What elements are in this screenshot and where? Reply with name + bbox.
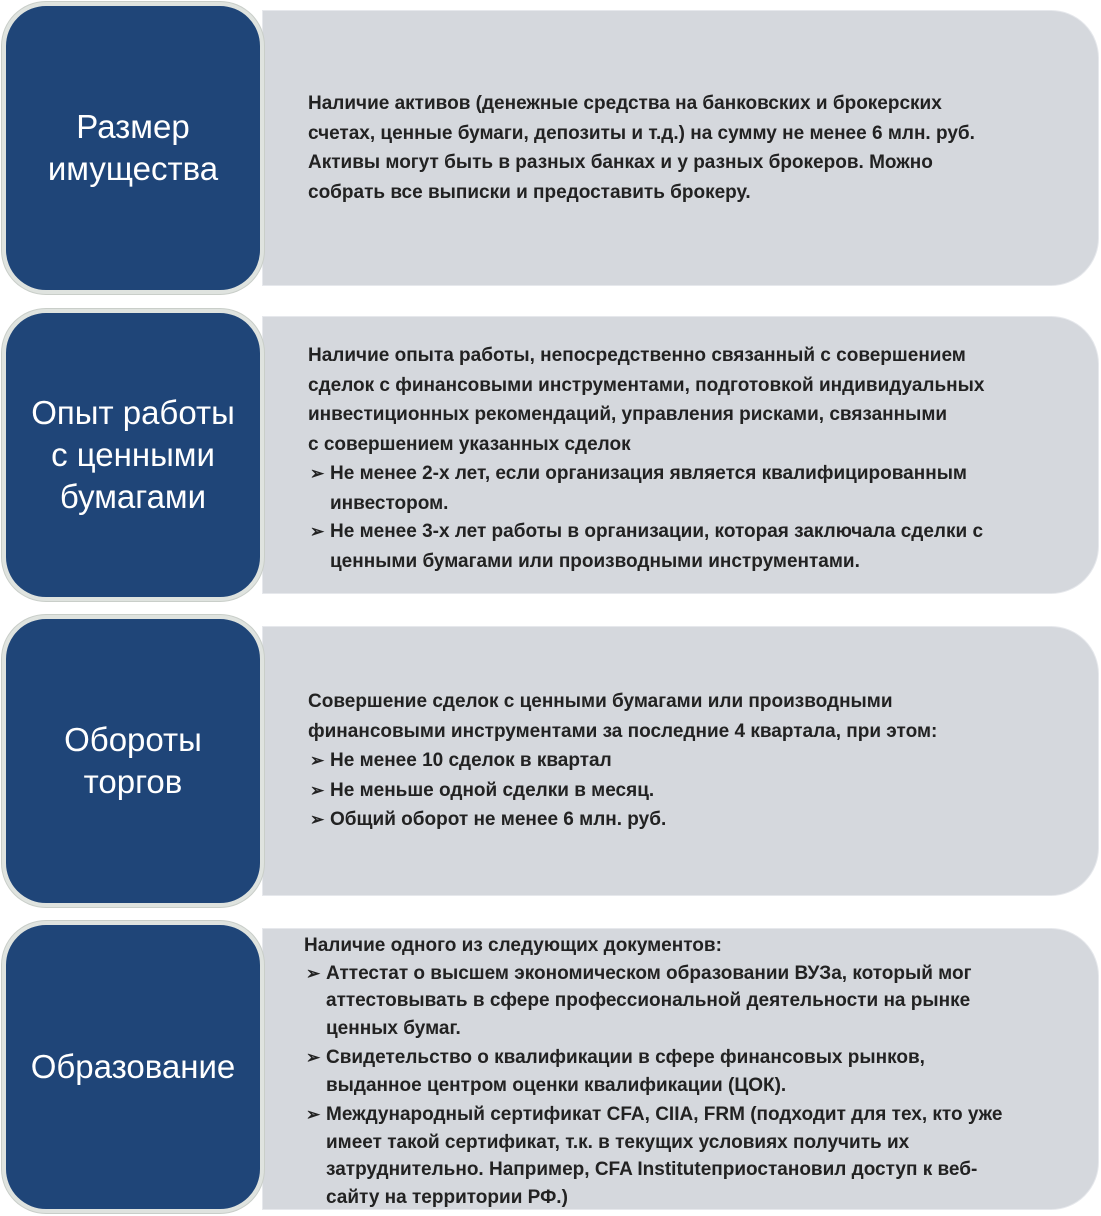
bullet-item: [306, 1044, 1074, 1099]
bullet-text: Не менее 10 сделок в квартал: [330, 750, 612, 771]
label-box-education: [2, 921, 264, 1213]
text-block-education: [304, 932, 1074, 1211]
label-property: Размер имущества: [47, 108, 219, 187]
bullet-text: Не менее 2-х лет, если организация является квалифицированным инвестором.: [330, 463, 967, 514]
arrow-bullet-icon: ➢: [310, 751, 325, 770]
arrow-bullet-icon: ➢: [310, 810, 325, 829]
label-box-turnover: [2, 615, 264, 907]
bullet-item: [310, 459, 1078, 518]
bullet-text: Аттестат о высшем экономическом образовании ВУЗа, который мог аттестовывать в сфере профессиональной деятельности на рынке ценных бумаг.: [326, 962, 972, 1039]
bullet-text: Международный сертификат CFA, CIIA, FRM (подходит для тех, кто уже имеет такой сертификат, т.к. в текущих условиях получить их затруднительно. Например, CFA Instituteприостановил доступ к веб- сайту на территории РФ.): [326, 1104, 1003, 1208]
text-block-property: [308, 89, 1078, 207]
bullet-item: [306, 1101, 1074, 1211]
text-block-experience: [308, 341, 1078, 576]
arrow-bullet-icon: ➢: [310, 464, 325, 483]
text-block-turnover: [308, 687, 1078, 835]
label-education: Образование: [30, 1048, 236, 1085]
bullet-item: [310, 776, 1078, 806]
bullet-item: [310, 805, 1078, 835]
arrow-bullet-icon: ➢: [310, 522, 325, 541]
arrow-bullet-icon: ➢: [306, 1105, 321, 1124]
bullet-text: Свидетельство о квалификации в сфере финансовых рынков, выданное центром оценки квалификации (ЦОК).: [326, 1047, 925, 1096]
bullet-text: Общий оборот не менее 6 млн. руб.: [330, 809, 667, 830]
arrow-bullet-icon: ➢: [310, 780, 325, 800]
label-box-property: [2, 2, 264, 294]
bullet-item: [310, 517, 1078, 576]
arrow-bullet-icon: ➢: [306, 1048, 321, 1067]
bullet-text: Не менее 3-х лет работы в организации, которая заключала сделки с ценными бумагами или производными инструментами.: [330, 521, 984, 572]
paragraph-turnover: Совершение сделок с ценными бумагами или производными финансовыми инструментами за последние 4 квартала, при этом:: [308, 691, 938, 742]
paragraph-education: Наличие одного из следующих документов:: [304, 935, 722, 956]
label-experience: Опыт работы с ценными бумагами: [31, 394, 235, 515]
bullet-item: [310, 746, 1078, 776]
bullet-item: [306, 960, 1074, 1043]
label-box-experience: [2, 309, 264, 601]
paragraph-experience: Наличие опыта работы, непосредственно связанный с совершением сделок с финансовыми инструментами, подготовкой индивидуальных инвестиционных рекомендаций, управления рисками, связанными с совершением указанных сделок: [308, 345, 985, 455]
label-turnover: Обороты торгов: [64, 721, 202, 800]
paragraph-property: Наличие активов (денежные средства на банковских и брокерских счетах, ценные бумаги, депозиты и т.д.) на сумму не менее 6 млн. руб. Активы могут быть в разных банках и у разных брокеров. Можно собрать все выписки и предоставить брокеру.: [308, 93, 975, 203]
bullet-text: Не меньше одной сделки в месяц.: [330, 779, 655, 801]
arrow-bullet-icon: ➢: [306, 963, 321, 983]
